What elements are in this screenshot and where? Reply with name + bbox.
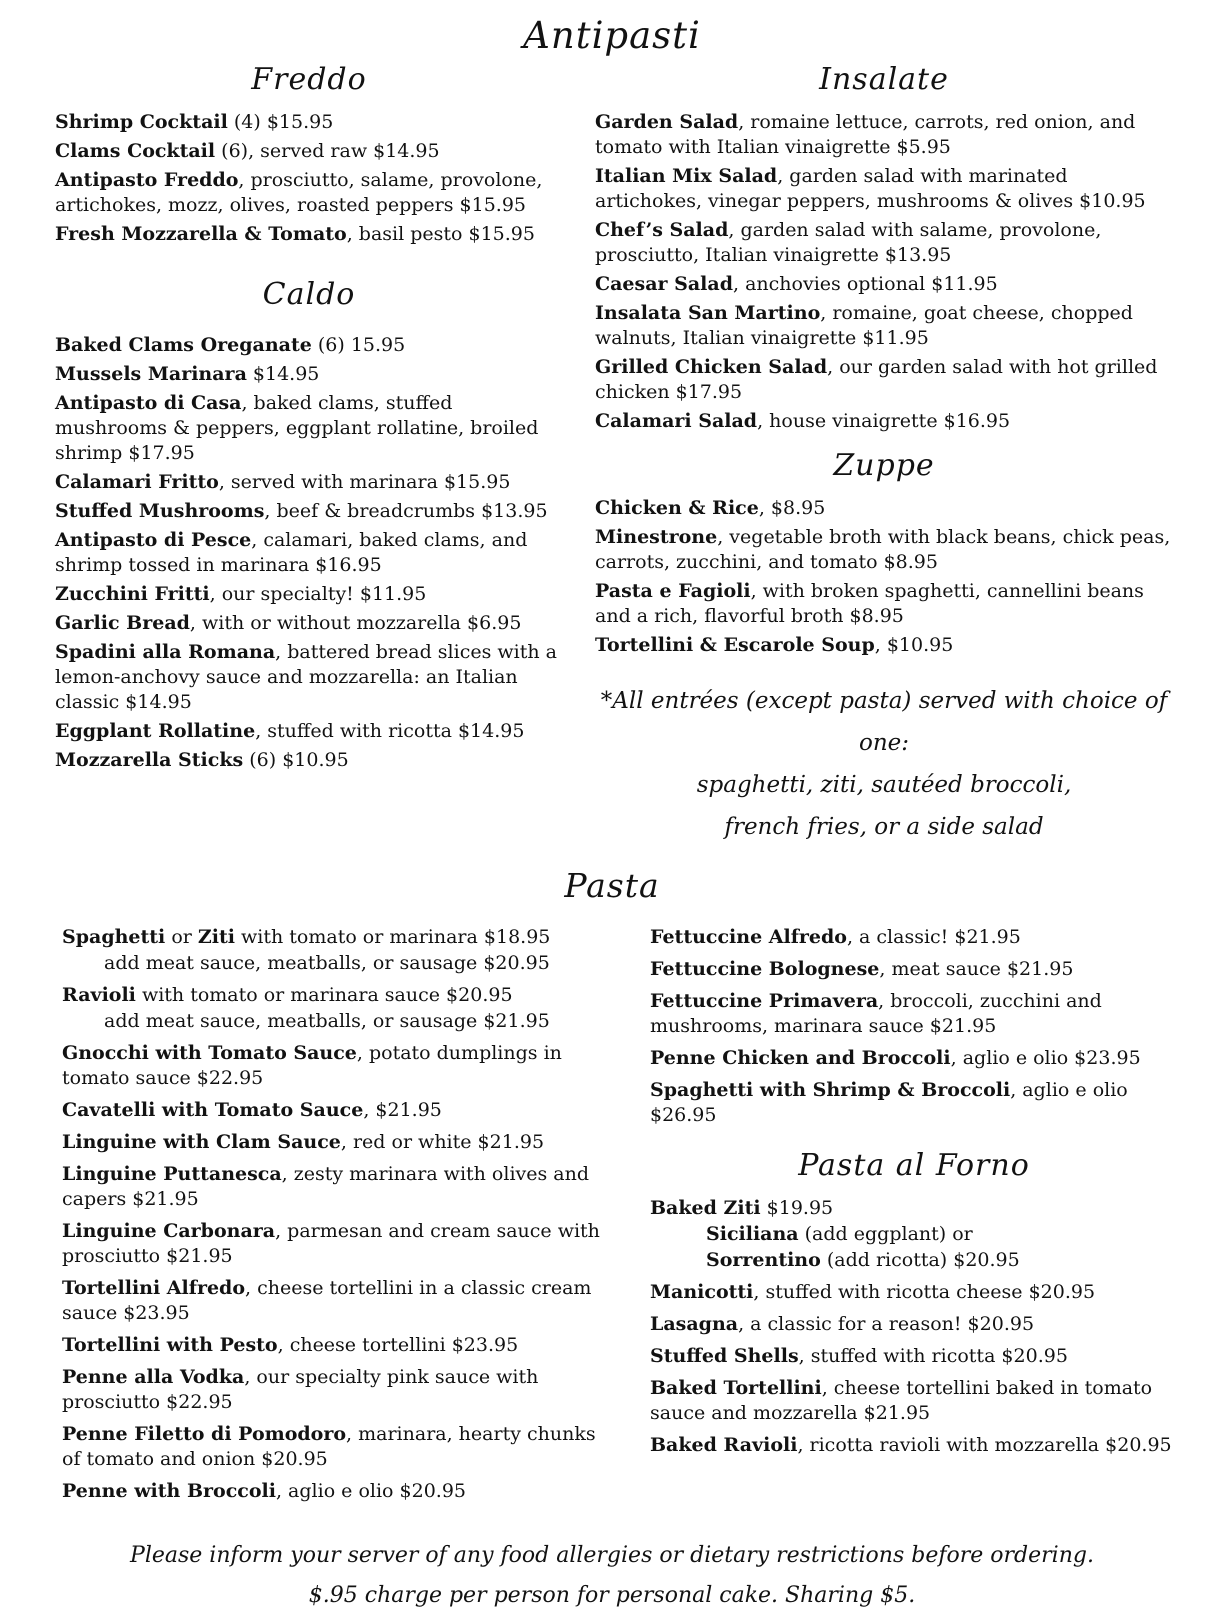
item-name: Insalata San Martino [595, 302, 821, 324]
item-description: , our specialty! $11.95 [209, 583, 427, 605]
item-description: , calamari, baked clams, and shrimp tossed in marinara $16.95 [55, 529, 528, 576]
item-name: Tortellini & Escarole Soup [595, 634, 875, 656]
item-description: , red or white $21.95 [340, 1131, 545, 1153]
item-description: (6), served raw $14.95 [215, 140, 440, 162]
item-description: , cheese tortellini baked in tomato sauce and mozzarella $21.95 [650, 1377, 1153, 1424]
item-description: , with broken spaghetti, cannellini beans and a rich, flavorful broth $8.95 [595, 580, 1144, 627]
pasta-columns [0, 918, 1224, 1504]
menu-item [595, 525, 1173, 575]
item-name: Fresh Mozzarella & Tomato [55, 223, 347, 245]
item-description: , cheese tortellini in a classic cream sauce $23.95 [62, 1277, 592, 1324]
menu-item [55, 748, 563, 773]
menu-item [595, 496, 1173, 521]
item-name: Cavatelli with Tomato Sauce [62, 1099, 364, 1121]
page-title: Antipasti [523, 14, 701, 57]
item-description: $19.95 [760, 1197, 834, 1219]
antipasti-columns [0, 58, 1224, 848]
item-name: Garlic Bread [55, 612, 190, 634]
item-description: , marinara, hearty chunks of tomato and onion $20.95 [62, 1423, 596, 1470]
item-description: , a classic! $21.95 [846, 926, 1021, 948]
item-description: , stuffed with ricotta cheese $20.95 [753, 1281, 1096, 1303]
item-description: , vegetable broth with black beans, chick peas, carrots, zucchini, and tomato $8.95 [595, 526, 1171, 573]
item-description: , a classic for a reason! $20.95 [738, 1313, 1035, 1335]
item-description: , aglio e olio $23.95 [950, 1047, 1141, 1069]
item-name: Fettuccine Alfredo [650, 926, 847, 948]
item-name: Ziti [197, 926, 235, 948]
item-description: , $10.95 [874, 634, 954, 656]
menu-item [62, 1162, 602, 1212]
section-heading-freddo: Freddo [251, 62, 367, 97]
item-name: Calamari Fritto [55, 471, 219, 493]
menu-item [55, 333, 563, 358]
menu-item [55, 470, 563, 495]
item-description: , beef & breadcrumbs $13.95 [264, 500, 548, 522]
item-name: Linguine Carbonara [62, 1220, 276, 1242]
item-name: Antipasto di Casa [55, 392, 242, 414]
item-name: Grilled Chicken Salad [595, 356, 828, 378]
item-name: Gnocchi with Tomato Sauce [62, 1042, 357, 1064]
item-description: , cheese tortellini $23.95 [277, 1334, 519, 1356]
item-name: Antipasto di Pesce [55, 529, 252, 551]
menu-item [595, 110, 1173, 160]
item-name: Baked Ravioli [650, 1434, 798, 1456]
item-name: Baked Tortellini [650, 1377, 822, 1399]
item-description: , served with marinara $15.95 [218, 471, 511, 493]
menu-item [650, 1046, 1178, 1071]
item-description: , parmesan and cream sauce with prosciutto $21.95 [62, 1220, 600, 1267]
item-description: , broccoli, zucchini and mushrooms, marinara sauce $21.95 [650, 990, 1102, 1037]
item-name: Caesar Salad [595, 273, 734, 295]
item-description: , stuffed with ricotta $20.95 [798, 1345, 1068, 1367]
menu-item [55, 719, 563, 744]
note-line: *All entrées (except pasta) served with choice of one: [600, 688, 1168, 756]
item-name: Garden Salad [595, 111, 739, 133]
item-name: Minestrone [595, 526, 718, 548]
item-description: (6) 15.95 [311, 334, 406, 356]
antipasti-right-column [595, 58, 1173, 848]
item-name: Eggplant Rollatine [55, 720, 256, 742]
item-name: Mussels Marinara [55, 363, 247, 385]
item-description: , $8.95 [758, 497, 826, 519]
section-heading-zuppe: Zuppe [833, 448, 935, 483]
item-name: Shrimp Cocktail [55, 111, 228, 133]
menu-item [650, 1280, 1178, 1305]
item-name: Penne Chicken and Broccoli [650, 1047, 951, 1069]
footer-note [0, 1536, 1224, 1616]
item-name: Baked Clams Oreganate [55, 334, 312, 356]
item-description: , aglio e olio $20.95 [275, 1480, 467, 1502]
pasta-section-heading: Pasta [564, 866, 660, 905]
item-name: Calamari Salad [595, 410, 758, 432]
menu-item [55, 611, 563, 636]
menu-item [595, 633, 1173, 658]
menu-item [55, 222, 563, 247]
item-description: , zesty marinara with olives and capers $21.95 [62, 1163, 590, 1210]
item-description: , romaine, goat cheese, chopped walnuts, Italian vinaigrette $11.95 [595, 302, 1133, 349]
item-description: , battered bread slices with a lemon-anchovy sauce and mozzarella: an Italian classic $14.95 [55, 641, 557, 713]
item-description: with tomato or marinara sauce $20.95 [135, 984, 513, 1006]
item-description: add meat sauce, meatballs, or sausage $21.95 [104, 1010, 550, 1032]
menu-item [595, 301, 1173, 351]
menu-item [62, 925, 602, 950]
menu-item [650, 925, 1178, 950]
item-name: Ravioli [62, 984, 136, 1006]
item-description: , garden salad with salame, provolone, prosciutto, Italian vinaigrette $13.95 [595, 219, 1102, 266]
note-line: $.95 charge per person for personal cake. Sharing $5. [308, 1583, 916, 1608]
item-name: Siciliana [706, 1223, 799, 1245]
item-description: (6) $10.95 [243, 749, 349, 771]
item-description: , stuffed with ricotta $14.95 [255, 720, 525, 742]
item-name: Pasta e Fagioli [595, 580, 751, 602]
item-description: , baked clams, stuffed mushrooms & peppers, eggplant rollatine, broiled shrimp $17.95 [55, 392, 539, 464]
item-name: Spadini alla Romana [55, 641, 276, 663]
item-description: or [165, 926, 198, 948]
item-name: Mozzarella Sticks [55, 749, 244, 771]
item-name: Penne with Broccoli [62, 1480, 276, 1502]
item-description: , our specialty pink sauce with prosciutto $22.95 [62, 1366, 539, 1413]
menu-item [650, 957, 1178, 982]
item-description: add meat sauce, meatballs, or sausage $20.95 [104, 952, 550, 974]
menu-item [62, 1130, 602, 1155]
item-name: Antipasto Freddo [55, 169, 239, 191]
menu-item [650, 1433, 1178, 1458]
section-heading-caldo: Caldo [262, 277, 356, 312]
item-name: Lasagna [650, 1313, 739, 1335]
menu-item [55, 168, 563, 218]
item-name: Fettuccine Primavera [650, 990, 879, 1012]
note-line: Please inform your server of any food allergies or dietary restrictions before ordering. [130, 1543, 1094, 1568]
pasta-right-column [650, 918, 1178, 1458]
item-description: , aglio e olio $26.95 [650, 1079, 1128, 1126]
item-description: (add ricotta) $20.95 [820, 1249, 1020, 1271]
menu-item [62, 1276, 602, 1326]
item-name: Manicotti [650, 1281, 754, 1303]
item-description: , prosciutto, salame, provolone, artichokes, mozz, olives, roasted peppers $15.95 [55, 169, 543, 216]
item-name: Chicken & Rice [595, 497, 759, 519]
menu-item [650, 1248, 1178, 1273]
menu-item [650, 1344, 1178, 1369]
entree-choice-note [595, 680, 1173, 848]
pasta-left-column [62, 918, 602, 1504]
menu-item [62, 1219, 602, 1269]
note-line: french fries, or a side salad [724, 814, 1044, 840]
item-description: with tomato or marinara $18.95 [234, 926, 551, 948]
menu-item [55, 362, 563, 387]
item-description: , romaine lettuce, carrots, red onion, and tomato with Italian vinaigrette $5.95 [595, 111, 1136, 158]
menu-item [595, 218, 1173, 268]
menu-item [62, 983, 602, 1008]
item-description: , meat sauce $21.95 [879, 958, 1074, 980]
menu-item [595, 355, 1173, 405]
menu-item [650, 989, 1178, 1039]
menu-item [650, 1312, 1178, 1337]
menu-item [62, 1479, 602, 1504]
item-name: Penne alla Vodka [62, 1366, 245, 1388]
menu-item [55, 391, 563, 466]
menu-item [595, 409, 1173, 434]
item-name: Chef’s Salad [595, 219, 729, 241]
item-description: , garden salad with marinated artichokes, vinegar peppers, mushrooms & olives $10.95 [595, 165, 1146, 212]
menu-item [62, 951, 602, 976]
menu-item [650, 1376, 1178, 1426]
item-description: , anchovies optional $11.95 [733, 273, 998, 295]
menu-item [62, 1009, 602, 1034]
menu-item [595, 579, 1173, 629]
item-description: (4) $15.95 [227, 111, 334, 133]
item-description: (add eggplant) or [798, 1223, 973, 1245]
antipasti-left-column [55, 58, 563, 773]
note-line: spaghetti, ziti, sautéed broccoli, [696, 772, 1072, 798]
item-name: Sorrentino [706, 1249, 821, 1271]
section-heading-pasta-al-forno: Pasta al Forno [798, 1148, 1030, 1183]
menu-item [55, 499, 563, 524]
item-name: Stuffed Shells [650, 1345, 799, 1367]
menu-item [55, 139, 563, 164]
item-description: , potato dumplings in tomato sauce $22.95 [62, 1042, 562, 1089]
item-description: $14.95 [246, 363, 320, 385]
item-name: Stuffed Mushrooms [55, 500, 265, 522]
item-name: Linguine Puttanesca [62, 1163, 282, 1185]
menu-item [55, 110, 563, 135]
item-description: , house vinaigrette $16.95 [757, 410, 1011, 432]
item-name: Linguine with Clam Sauce [62, 1131, 341, 1153]
item-name: Baked Ziti [650, 1197, 761, 1219]
item-name: Tortellini with Pesto [62, 1334, 278, 1356]
insalate-zuppe-sections [595, 62, 1173, 658]
item-name: Spaghetti [62, 926, 166, 948]
section-heading-insalate: Insalate [819, 62, 949, 97]
menu-item [650, 1196, 1178, 1221]
item-description: , ricotta ravioli with mozzarella $20.95 [797, 1434, 1172, 1456]
item-name: Tortellini Alfredo [62, 1277, 245, 1299]
menu-item [650, 1222, 1178, 1247]
menu-item [62, 1365, 602, 1415]
menu-item [62, 1098, 602, 1123]
item-name: Spaghetti with Shrimp & Broccoli [650, 1079, 1011, 1101]
menu-item [62, 1041, 602, 1091]
menu-item [55, 528, 563, 578]
item-description: , $21.95 [363, 1099, 442, 1121]
menu-item [650, 1078, 1178, 1128]
item-name: Italian Mix Salad [595, 165, 778, 187]
item-description: , our garden salad with hot grilled chicken $17.95 [595, 356, 1158, 403]
item-name: Fettuccine Bolognese [650, 958, 880, 980]
menu-item [595, 272, 1173, 297]
menu-item [62, 1422, 602, 1472]
item-name: Clams Cocktail [55, 140, 216, 162]
item-description: , with or without mozzarella $6.95 [189, 612, 522, 634]
item-name: Penne Filetto di Pomodoro [62, 1423, 347, 1445]
item-name: Zucchini Fritti [55, 583, 210, 605]
menu-item [55, 640, 563, 715]
menu-item [55, 582, 563, 607]
item-description: , basil pesto $15.95 [346, 223, 535, 245]
menu-item [595, 164, 1173, 214]
menu-item [62, 1333, 602, 1358]
